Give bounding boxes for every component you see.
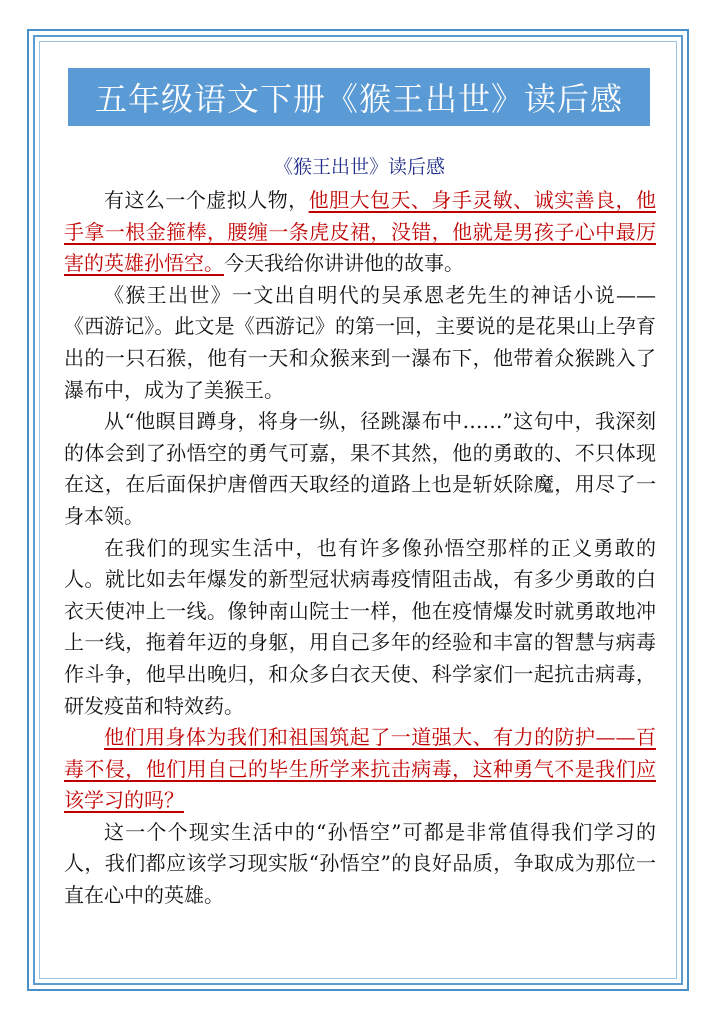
- paragraph-6-text: 这一个个现实生活中的“孙悟空”可都是非常值得我们学习的人，我们都应该学习现实版“孙悟空”的良好品质，争取成为那位一直在心中的英雄。: [64, 819, 656, 908]
- page-title: 五年级语文下册《猴王出世》读后感: [94, 80, 623, 118]
- paragraph-5: [64, 722, 656, 817]
- paragraph-1-highlight: 他胆大包天、身手灵敏、诚实善良，他手拿一根金箍棒，腰缠一条虎皮裙，没错，他就是男孩子心中最厉害的英雄孙悟空。: [64, 188, 657, 276]
- paragraph-1-text: 有这么一个虚拟人物，: [104, 188, 309, 212]
- paragraph-4: [64, 533, 656, 723]
- paragraph-2: [64, 280, 656, 406]
- title-banner: [68, 68, 650, 126]
- paragraph-1: [64, 185, 656, 280]
- paragraph-6: [64, 817, 656, 912]
- paragraph-3-text: 从“他瞑目蹲身，将身一纵，径跳瀑布中……”这句中，我深刻的体会到了孙悟空的勇气可嘉，果不其然，他的勇敢的、不只体现在这，在后面保护唐僧西天取经的道路上也是斩妖除魔，用尽了一身本领。: [64, 409, 656, 528]
- paragraph-3: [64, 406, 656, 532]
- paragraph-4-text: 在我们的现实生活中，也有许多像孙悟空那样的正义勇敢的人。就比如去年爆发的新型冠状病毒疫情阻击战，有多少勇敢的白衣天使冲上一线。像钟南山院士一样，他在疫情爆发时就勇敢地冲上一线，拖着年迈的身躯，用自己多年的经验和丰富的智慧与病毒作斗争，他早出晚归，和众多白衣天使、科学家们一起抗击病毒，研发疫苗和特效药。: [64, 535, 656, 718]
- paragraph-1-tail: 今天我给你讲讲他的故事。: [224, 251, 464, 276]
- essay-subtitle: 《猴王出世》读后感: [273, 156, 445, 178]
- paragraph-5-highlight: 他们用身体为我们和祖国筑起了一道强大、有力的防护——百毒不侵，他们用自己的毕生所学来抗击病毒，这种勇气不是我们应该学习的吗？: [64, 725, 656, 813]
- essay-body: [64, 185, 656, 912]
- paragraph-2-text: 《猴王出世》一文出自明代的吴承恩老先生的神话小说——《西游记》。此文是《西游记》的第一回，主要说的是花果山上孕育出的一只石猴，他有一天和众猴来到一瀑布下，他带着众猴跳入了瀑布中，成为了美猴王。: [64, 282, 656, 402]
